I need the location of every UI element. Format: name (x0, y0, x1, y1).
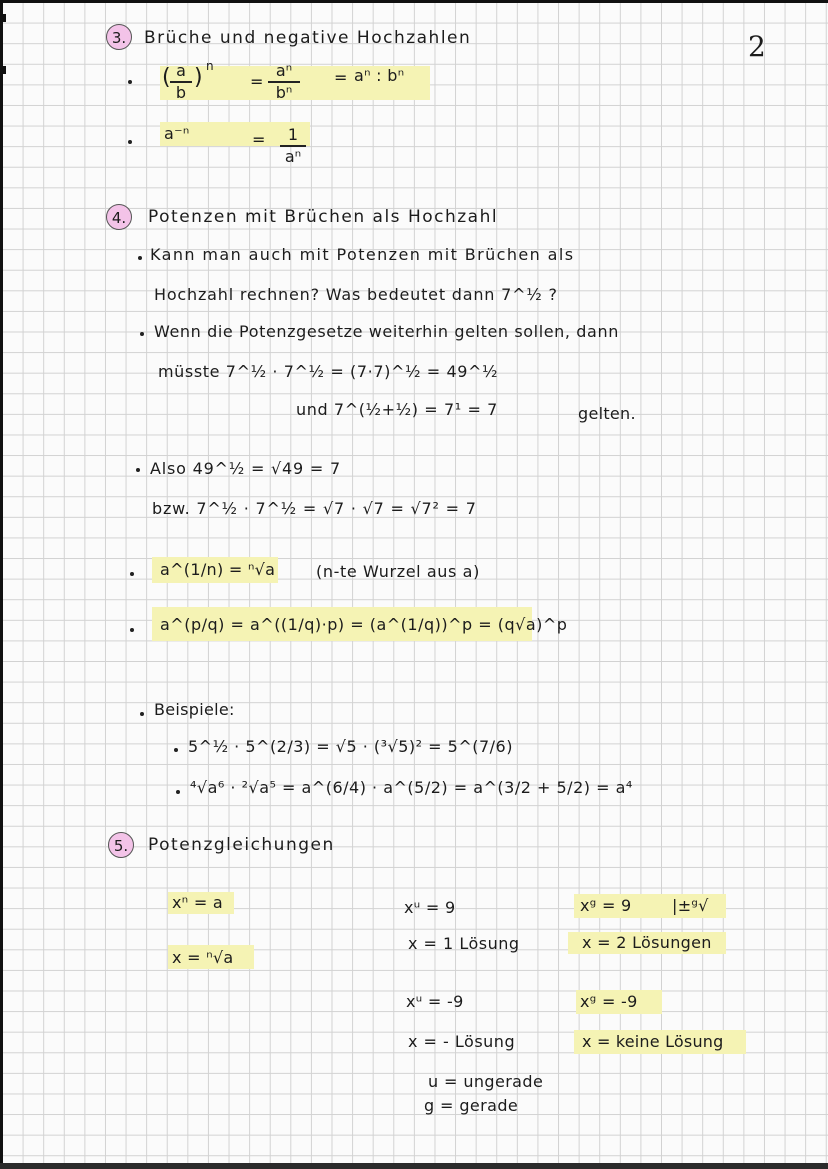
fraction-a-over-b (170, 62, 192, 102)
fraction-1-over-an (280, 126, 306, 166)
rule2-lhs: a⁻ⁿ (164, 124, 190, 143)
fraction-numerator: 1 (287, 125, 299, 144)
even-equation-1: xᵍ = 9 (580, 896, 632, 915)
bullet (138, 256, 142, 260)
also-line: Also 49^½ = √49 = 7 (150, 459, 341, 478)
example-2: ⁴√a⁶ · ²√a⁵ = a^(6/4) · a^(5/2) = a^(3/2 + 5/2) = a⁴ (190, 778, 633, 797)
bullet (128, 80, 132, 84)
page-edge-left (0, 0, 3, 1169)
binder-notch (0, 14, 6, 22)
fraction-an-over-bn (268, 62, 300, 102)
section-number-3: 3. (106, 24, 132, 50)
section-title-3: Brüche und negative Hochzahlen (144, 28, 472, 48)
bullet (174, 748, 178, 752)
odd-equation-2: xᵘ = -9 (406, 992, 464, 1011)
general-equation: xⁿ = a (172, 893, 224, 912)
bullet (140, 712, 144, 716)
section-number-5: 5. (108, 832, 134, 858)
example-1: 5^½ · 5^(2/3) = √5 · (³√5)² = 5^(7/6) (188, 737, 513, 756)
bullet (130, 628, 134, 632)
power-rule: a^(p/q) = a^((1/q)·p) = (a^(1/q))^p = (q√a)^p (160, 615, 568, 634)
equals-sign: = (334, 68, 348, 87)
root-rule-note: (n-te Wurzel aus a) (316, 562, 480, 581)
even-note-1: |±ᵍ√ (672, 896, 709, 915)
even-equation-2: xᵍ = -9 (580, 992, 638, 1011)
premise-line-2: müsste 7^½ · 7^½ = (7·7)^½ = 49^½ (158, 362, 499, 381)
bullet (176, 790, 180, 794)
legend-even: g = gerade (424, 1096, 519, 1115)
legend-odd: u = ungerade (428, 1072, 544, 1091)
root-rule: a^(1/n) = ⁿ√a (160, 560, 276, 579)
section-title-5: Potenzgleichungen (148, 835, 335, 855)
paren-left: ( (162, 65, 171, 90)
page-edge-top (0, 0, 828, 3)
page-edge-bottom (0, 1163, 828, 1169)
exponent-n: n (206, 59, 214, 73)
binder-notch (0, 66, 6, 74)
fraction-denominator: aⁿ (284, 146, 302, 166)
section-title-4: Potenzen mit Brüchen als Hochzahl (148, 207, 499, 227)
equals-sign: = (252, 130, 266, 149)
premise-line-1: Wenn die Potenzgesetze weiterhin gelten sollen, dann (154, 322, 619, 341)
odd-solution-1: x = 1 Lösung (408, 934, 520, 953)
premise-line-3-end: gelten. (578, 404, 636, 423)
section-number-4: 4. (106, 204, 132, 230)
question-line-1: Kann man auch mit Potenzen mit Brüchen als (150, 245, 575, 264)
bullet (128, 140, 132, 144)
bullet (136, 468, 140, 472)
question-line-2: Hochzahl rechnen? Was bedeutet dann 7^½ ? (154, 285, 558, 304)
equals-sign: = (250, 72, 264, 91)
fraction-numerator: aⁿ (275, 61, 293, 80)
fraction-numerator: a (176, 61, 186, 80)
fraction-denominator: bⁿ (275, 82, 293, 102)
bzw-line: bzw. 7^½ · 7^½ = √7 · √7 = √7² = 7 (152, 499, 477, 518)
odd-solution-2: x = - Lösung (408, 1032, 516, 1051)
paren-right: ) (194, 65, 203, 90)
even-solution-1: x = 2 Lösungen (582, 933, 712, 952)
odd-equation-1: xᵘ = 9 (404, 898, 456, 917)
even-solution-2: x = keine Lösung (582, 1032, 724, 1051)
page-number: 2 (748, 30, 766, 63)
premise-line-3: und 7^(½+½) = 7¹ = 7 (296, 400, 498, 419)
bullet (130, 572, 134, 576)
bullet (140, 332, 144, 336)
fraction-denominator: b (175, 82, 187, 102)
rule1-rhs: aⁿ : bⁿ (354, 66, 405, 85)
examples-label: Beispiele: (154, 700, 235, 719)
general-solution: x = ⁿ√a (172, 948, 234, 967)
